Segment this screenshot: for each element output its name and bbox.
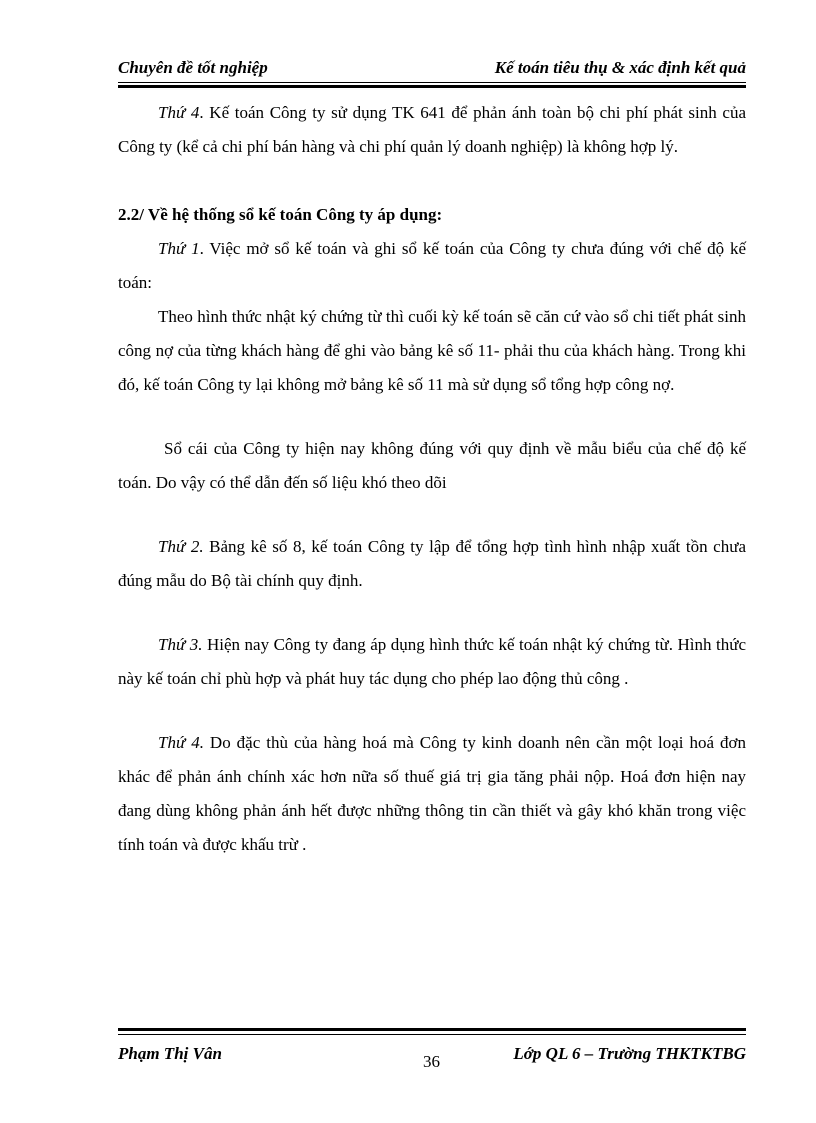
paragraph-3: Theo hình thức nhật ký chứng từ thì cuối kỳ kế toán sẽ căn cứ vào sổ chi tiết phát sinh công nợ của từng khách hàng để ghi vào bảng kê số 11- phải thu của khách hàng. Trong khi đó, kế toán Công ty lại không mở bảng kê số 11 mà sử dụng sổ tổng hợp công nợ. <box>118 307 746 394</box>
section-heading: 2.2/ Về hệ thống sổ kế toán Công ty áp dụng: <box>118 205 443 224</box>
spacer <box>118 402 746 432</box>
paragraph-7-text: Do đặc thù của hàng hoá mà Công ty kinh doanh nên cần một loại hoá đơn khác để phản ánh chính xác hơn nữa số thuế giá trị gia tăng phải nộp. Hoá đơn hiện nay đang dùng không phản ánh hết được những thông tin cần thiết và gây khó khăn trong việc tính toán và được khấu trừ . <box>118 733 746 854</box>
paragraph-5-label: Thứ 2. <box>158 537 204 556</box>
footer-class: Lớp QL 6 – Trường THKTKTBG <box>513 1044 746 1063</box>
paragraph-1 <box>118 96 746 164</box>
footer-author: Phạm Thị Vân <box>118 1044 222 1063</box>
footer-rule-thin <box>118 1034 746 1035</box>
spacer <box>118 164 746 198</box>
paragraph-6-text: Hiện nay Công ty đang áp dụng hình thức kế toán nhật ký chứng từ. Hình thức này kế toán chỉ phù hợp và phát huy tác dụng cho phép lao động thủ công . <box>118 635 746 688</box>
header-left: Chuyên đề tốt nghiệp <box>118 58 268 77</box>
page-footer <box>118 1044 746 1074</box>
spacer <box>118 500 746 530</box>
paragraph-6-label: Thứ 3. <box>158 635 203 654</box>
page-number: 36 <box>423 1052 440 1071</box>
paragraph-1-text: . Kế toán Công ty sử dụng TK 641 để phản ánh toàn bộ chi phí phát sinh của Công ty (kể cả chi phí bán hàng và chi phí quản lý doanh nghiệp) là không hợp lý. <box>118 103 746 156</box>
paragraph-2 <box>118 232 746 300</box>
header-rule-thin <box>118 82 746 83</box>
page-body <box>118 96 746 862</box>
spacer <box>118 598 746 628</box>
paragraph-5 <box>118 530 746 598</box>
paragraph-6 <box>118 628 746 696</box>
paragraph-4: Sổ cái của Công ty hiện nay không đúng với quy định về mẫu biểu của chế độ kế toán. Do vậy có thể dẫn đến số liệu khó theo dõi <box>118 439 746 492</box>
paragraph-2-text: . Việc mở sổ kế toán và ghi sổ kế toán của Công ty chưa đúng với chế độ kế toán: <box>118 239 746 292</box>
header-rule-thick <box>118 85 746 88</box>
paragraph-5-text: Bảng kê số 8, kế toán Công ty lập để tổng hợp tình hình nhập xuất tồn chưa đúng mẫu do Bộ tài chính quy định. <box>118 537 746 590</box>
paragraph-2-label: Thứ 1 <box>158 239 200 258</box>
header-right: Kế toán tiêu thụ & xác định kết quả <box>494 58 746 77</box>
paragraph-7-label: Thứ 4. <box>158 733 204 752</box>
paragraph-7 <box>118 726 746 862</box>
paragraph-1-label: Thứ 4 <box>158 103 200 122</box>
footer-rule-thick <box>118 1028 746 1031</box>
page-header <box>118 58 746 84</box>
spacer <box>118 696 746 726</box>
